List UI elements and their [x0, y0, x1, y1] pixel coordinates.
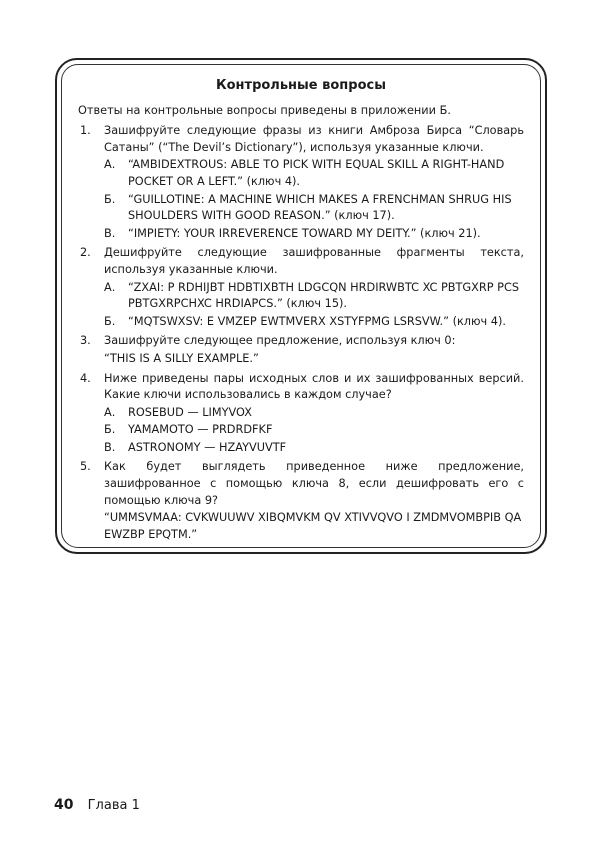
list-item: [104, 280, 524, 313]
item-label: В.: [104, 226, 116, 240]
question-number: 1.: [80, 124, 91, 138]
question-number: 5.: [80, 460, 91, 474]
question-text: Как будет выглядеть приведенное ниже предложение, зашифрованное с помощью ключа 8, если дешифровать его с помощью ключа 9?: [104, 460, 524, 507]
item-text: “ZXAI: P RDHIJBT HDBTIXBTH LDGCQN HRDIRWBTC XC PBTGXRP PCS PBTGXRPCHXC HRDIAPCS.” (ключ 15).: [128, 280, 520, 311]
page-footer: [54, 797, 140, 813]
item-label: А.: [104, 280, 116, 294]
question-text: Ниже приведены пары исходных слов и их зашифрованных версий. Какие ключи использовались в каждом случае?: [104, 371, 524, 402]
question-5: [78, 459, 524, 543]
item-label: Б.: [104, 314, 116, 328]
plain-phrase: “UMMSVMAA: CVKWUUWV XIBQMVKM QV XTIVVQVO I ZMDMVOMBPIB QA EWZBP EPQTM.”: [104, 511, 522, 541]
list-item: [104, 422, 524, 439]
list-item: [104, 314, 524, 331]
question-number: 2.: [80, 246, 91, 260]
list-item: [104, 192, 524, 225]
list-item: [104, 440, 524, 457]
page-number: 40: [54, 797, 74, 813]
item-label: Б.: [104, 423, 116, 437]
question-number: 3.: [80, 334, 91, 348]
item-text: “GUILLOTINE: A MACHINE WHICH MAKES A FRENCHMAN SHRUG HIS SHOULDERS WITH GOOD REASON.” (ключ 17).: [128, 192, 512, 223]
item-label: А.: [104, 405, 116, 419]
box-intro: Ответы на контрольные вопросы приведены в приложении Б.: [78, 103, 451, 117]
question-4: [78, 371, 524, 457]
item-label: Б.: [104, 192, 116, 206]
review-box: [78, 78, 524, 546]
list-item: [104, 157, 524, 190]
item-text: YAMAMOTO — PRDRDFKF: [128, 423, 273, 437]
question-3: [78, 333, 524, 367]
item-text: ASTRONOMY — HZAYVUVTF: [128, 440, 287, 454]
item-label: А.: [104, 158, 116, 172]
item-text: “AMBIDEXTROUS: ABLE TO PICK WITH EQUAL SKILL A RIGHT-HAND POCKET OR A LEFT.” (ключ 4).: [128, 158, 505, 188]
question-text: Зашифруйте следующие фразы из книги Амброза Бирса “Словарь Сатаны” (“The Devil’s Dictionary”), используя указанные ключи.: [104, 124, 524, 154]
question-text: Зашифруйте следующее предложение, используя ключ 0:: [104, 334, 456, 348]
question-2: [78, 245, 524, 330]
question-1: [78, 123, 524, 242]
item-text: “IMPIETY: YOUR IRREVERENCE TOWARD MY DEITY.” (ключ 21).: [128, 226, 481, 240]
list-item: [104, 226, 524, 243]
question-text: Дешифруйте следующие зашифрованные фрагменты текста, используя указанные ключи.: [104, 246, 524, 276]
item-label: В.: [104, 440, 116, 454]
box-title: Контрольные вопросы: [216, 78, 386, 93]
plain-phrase: “THIS IS A SILLY EXAMPLE.”: [104, 351, 259, 365]
list-item: [104, 405, 524, 422]
item-text: ROSEBUD — LIMYVOX: [128, 405, 252, 419]
chapter-label: Глава 1: [87, 798, 140, 813]
item-text: “MQTSWXSV: E VMZEP EWTMVERX XSTYFPMG LSRSVW.” (ключ 4).: [128, 314, 506, 328]
question-number: 4.: [80, 371, 91, 385]
